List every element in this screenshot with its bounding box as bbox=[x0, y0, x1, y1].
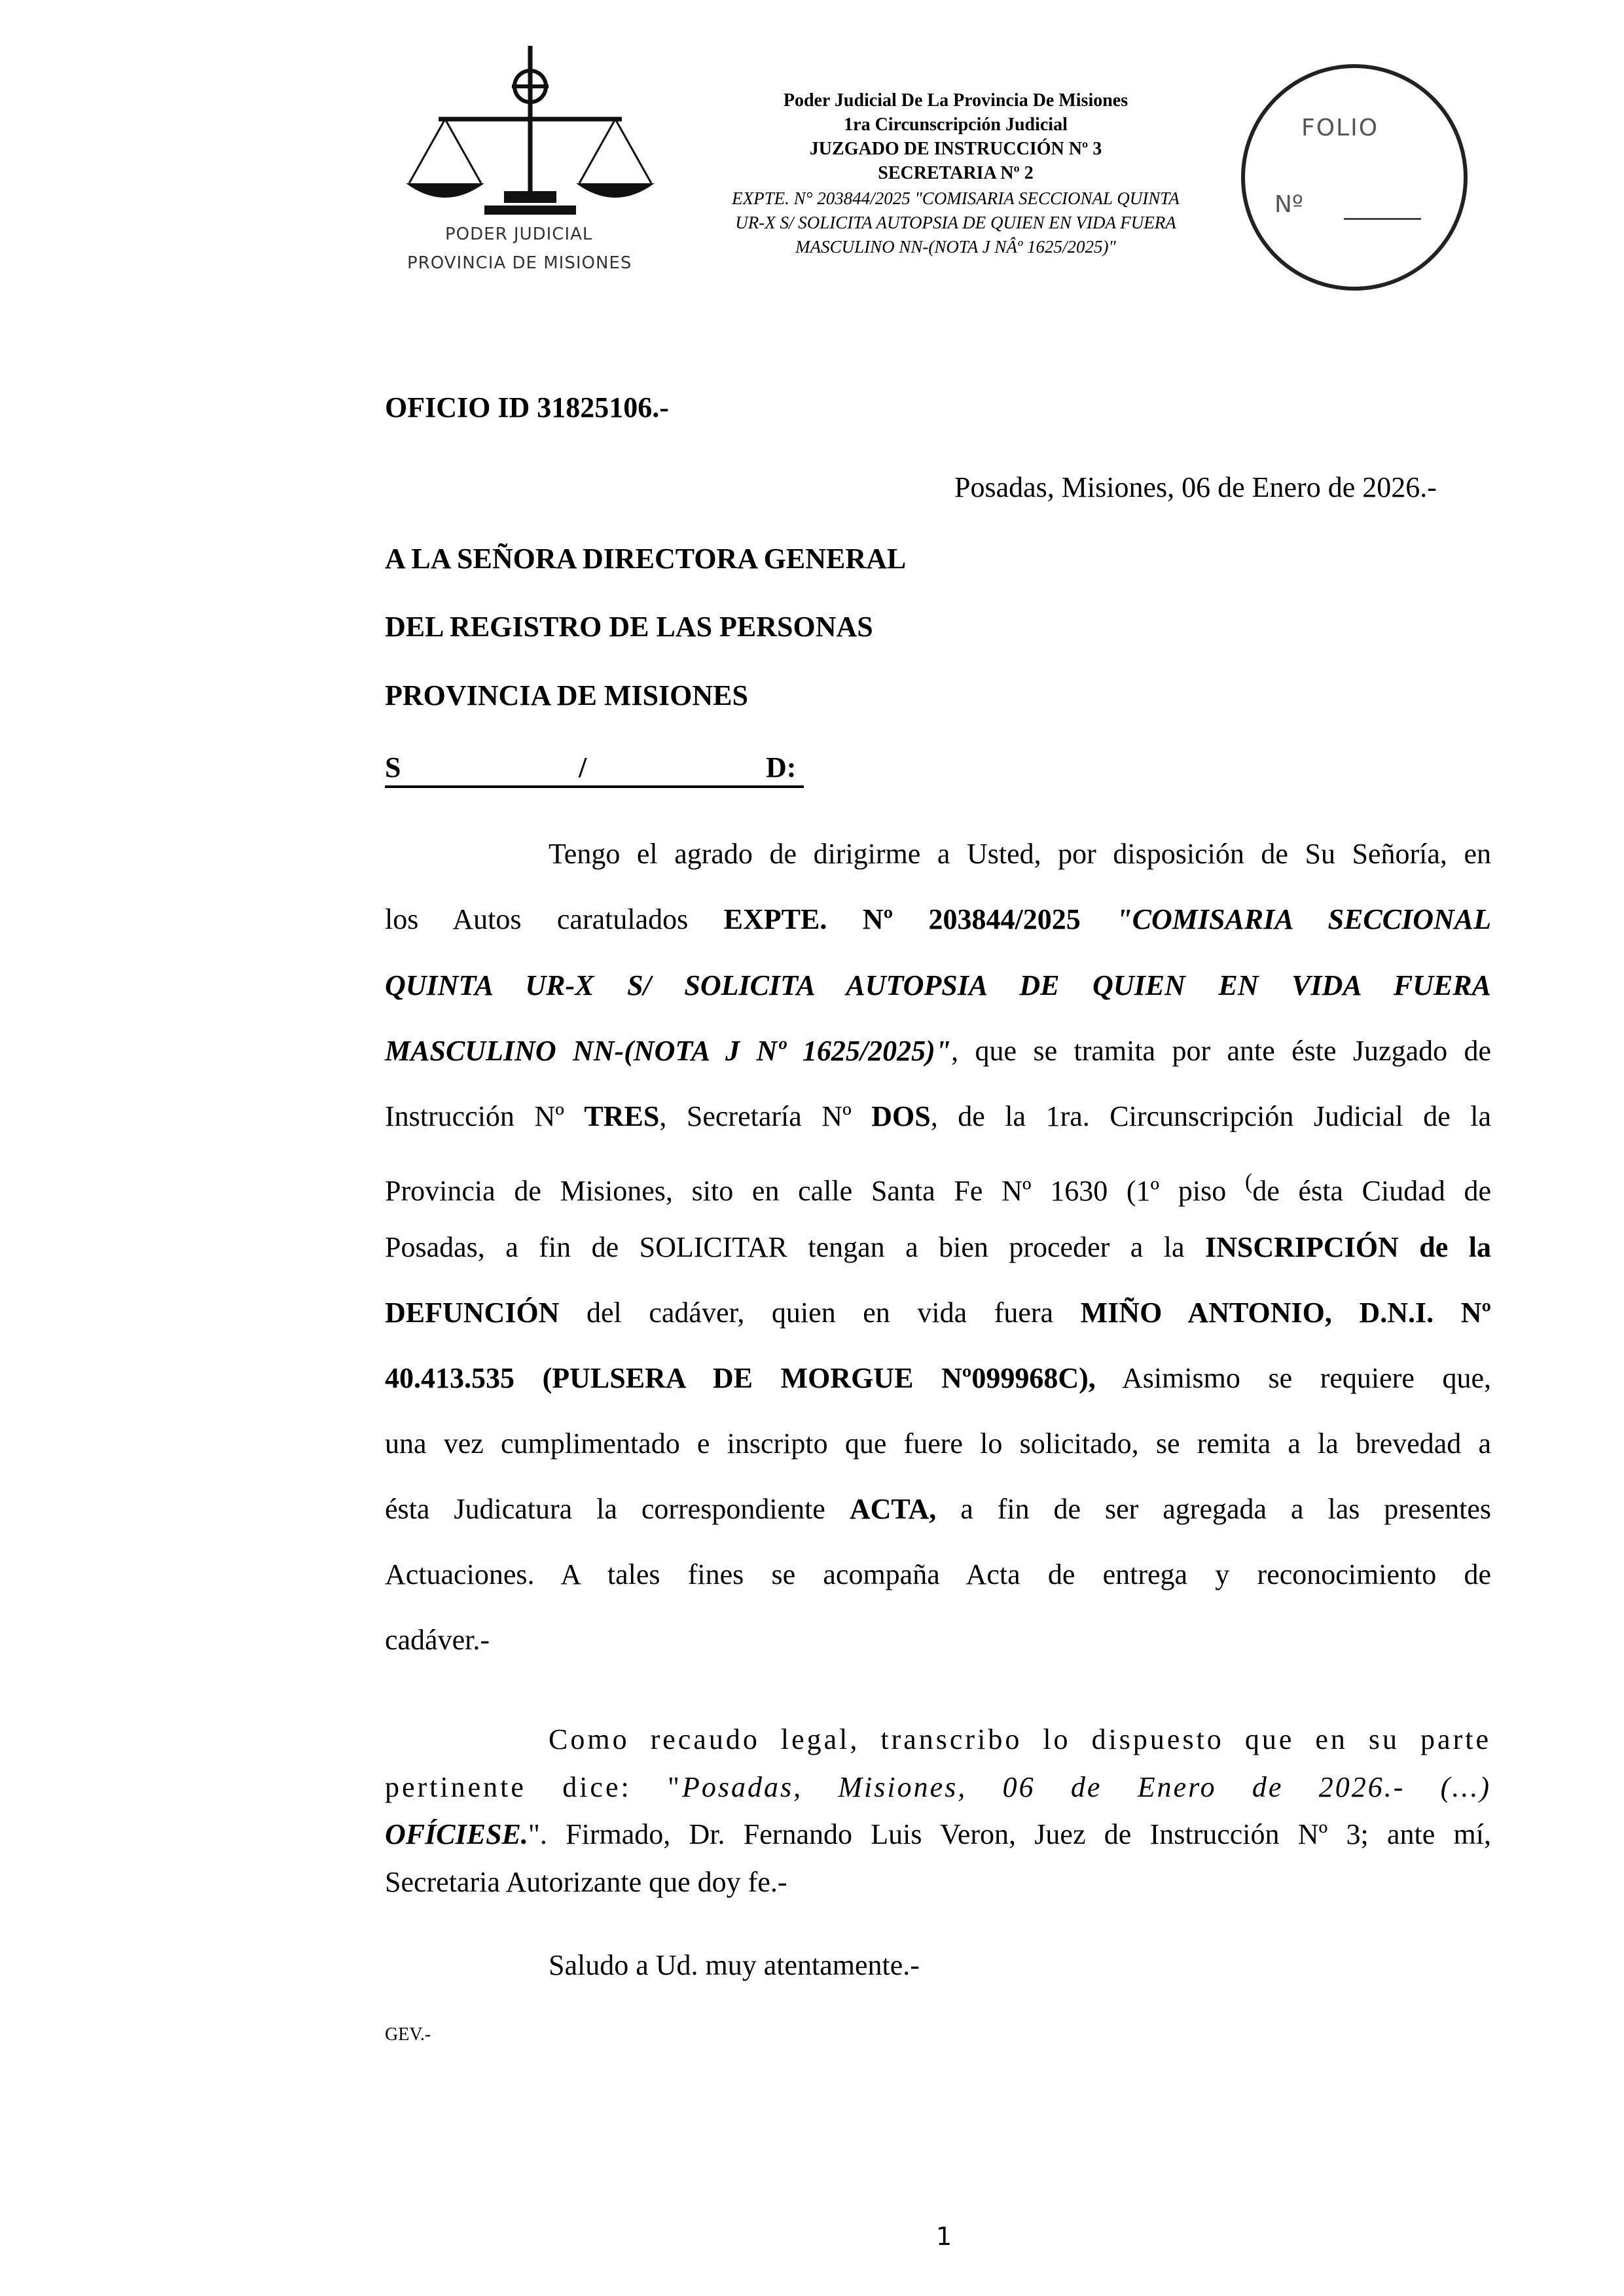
p2-line3 bbox=[385, 1816, 1491, 1853]
folio-number-line bbox=[1344, 218, 1421, 220]
header-expte-line1: EXPTE. N° 203844/2025 "COMISARIA SECCIONAL QUINTA bbox=[732, 188, 1180, 208]
header-circunscripcion: 1ra Circunscripción Judicial bbox=[844, 115, 1068, 135]
sd-underline bbox=[385, 785, 804, 788]
p1-l9-b: Asimismo se requiere que, bbox=[1121, 1362, 1491, 1394]
closing: Saludo a Ud. muy atentamente.- bbox=[549, 1949, 920, 1981]
sd-d: D: bbox=[766, 751, 797, 783]
p1-l5-e: , de la 1ra. Circunscripción Judicial de la bbox=[930, 1100, 1492, 1132]
scales-of-justice-logo bbox=[399, 41, 674, 289]
p1-l11-a: ésta Judicatura la correspondiente bbox=[385, 1493, 825, 1525]
p1-l8-name: MIÑO ANTONIO, D.N.I. Nº bbox=[1080, 1297, 1492, 1329]
sd-s: S bbox=[385, 751, 401, 783]
p1-line7 bbox=[385, 1229, 1491, 1266]
folio-label: FOLIO bbox=[1301, 115, 1379, 141]
p1-l6-paren: ( bbox=[1244, 1170, 1253, 1194]
p1-line12: Actuaciones. A tales fines se acompaña Acta de entrega y reconocimiento de bbox=[385, 1558, 1491, 1590]
addressee-line1: A LA SEÑORA DIRECTORA GENERAL bbox=[385, 543, 907, 575]
header-expte-line3: MASCULINO NN-(NOTA J NÂº 1625/2025)" bbox=[795, 237, 1116, 257]
header-secretaria: SECRETARIA Nº 2 bbox=[878, 163, 1034, 183]
p1-l8-defuncion: DEFUNCIÓN bbox=[385, 1297, 560, 1329]
header-expte-line2: UR-X S/ SOLICITA AUTOPSIA DE QUIEN EN VIDA FUERA bbox=[735, 213, 1176, 232]
page-number: 1 bbox=[936, 2222, 952, 2251]
p2-l2-quote: Posadas, Misiones, 06 de Enero de 2026.- (...) bbox=[681, 1771, 1491, 1803]
p1-line3: QUINTA UR-X S/ SOLICITA AUTOPSIA DE QUIEN EN VIDA FUERA bbox=[385, 969, 1491, 1001]
p1-l4-text: , que se tramita por ante éste Juzgado de bbox=[951, 1035, 1492, 1067]
p1-line11 bbox=[385, 1491, 1491, 1528]
p1-l4-caratula: MASCULINO NN-(NOTA J Nº 1625/2025)" bbox=[385, 1035, 952, 1067]
p1-l7-a: Posadas, a fin de SOLICITAR tengan a bien proceder a la bbox=[385, 1231, 1185, 1263]
p1-l5-tres: TRES bbox=[584, 1100, 660, 1132]
oficio-id: OFICIO ID 31825106.- bbox=[385, 391, 669, 423]
p1-line8 bbox=[385, 1295, 1491, 1331]
document-date: Posadas, Misiones, 06 de Enero de 2026.- bbox=[954, 471, 1437, 503]
logo-text-poder-judicial: PODER JUDICIAL bbox=[445, 224, 593, 244]
p1-line4 bbox=[385, 1033, 1491, 1069]
p1-line2 bbox=[385, 901, 1491, 938]
p1-l8-b: del cadáver, quien en vida fuera bbox=[586, 1297, 1054, 1329]
p1-line10: una vez cumplimentado e inscripto que fuere lo solicitado, se remita a la brevedad a bbox=[385, 1427, 1491, 1460]
p1-l2-expte: EXPTE. Nº 203844/2025 bbox=[723, 903, 1081, 935]
p1-l9-dni: 40.413.535 (PULSERA DE MORGUE Nº099968C), bbox=[385, 1362, 1096, 1394]
p2-line4: Secretaria Autorizante que doy fe.- bbox=[385, 1866, 787, 1898]
p2-l2-a: pertinente dice: " bbox=[385, 1771, 682, 1803]
logo-text-provincia: PROVINCIA DE MISIONES bbox=[407, 253, 632, 273]
p2-line2 bbox=[385, 1769, 1491, 1806]
header-juzgado: JUZGADO DE INSTRUCCIÓN Nº 3 bbox=[809, 139, 1102, 159]
p1-line5 bbox=[385, 1098, 1491, 1135]
folio-stamp bbox=[1239, 62, 1470, 293]
header-court-name: Poder Judicial De La Provincia De Misiones bbox=[783, 90, 1128, 111]
addressee-line3: PROVINCIA DE MISIONES bbox=[385, 679, 748, 711]
p1-line13: cadáver.- bbox=[385, 1624, 490, 1656]
p2-l3-oficiese: OFÍCIESE. bbox=[385, 1818, 528, 1850]
p1-l6-b: de ésta Ciudad de bbox=[1252, 1175, 1492, 1207]
folio-number-label: Nº bbox=[1274, 191, 1303, 218]
p2-l3-b: ". Firmado, Dr. Fernando Luis Veron, Juez de Instrucción Nº 3; ante mí, bbox=[528, 1818, 1491, 1850]
p1-l7-inscripcion: INSCRIPCIÓN de la bbox=[1205, 1231, 1492, 1263]
p1-l11-acta: ACTA, bbox=[849, 1493, 937, 1525]
p1-l5-dos: DOS bbox=[871, 1100, 931, 1132]
sd-slash: / bbox=[579, 751, 587, 783]
p1-l2-caratula: "COMISARIA SECCIONAL bbox=[1116, 903, 1492, 935]
p1-line9 bbox=[385, 1360, 1491, 1397]
p1-l5-c: , Secretaría Nº bbox=[659, 1100, 852, 1132]
p1-l6-a: Provincia de Misiones, sito en calle Santa Fe Nº 1630 (1º piso bbox=[385, 1175, 1227, 1207]
p1-l11-c: a fin de ser agregada a las presentes bbox=[960, 1493, 1492, 1525]
p1-line6 bbox=[385, 1164, 1491, 1210]
p1-l5-a: Instrucción Nº bbox=[385, 1100, 564, 1132]
p1-line1: Tengo el agrado de dirigirme a Usted, por disposición de Su Señoría, en bbox=[549, 838, 1491, 870]
p1-l2-text: los Autos caratulados bbox=[385, 903, 689, 935]
initials: GEV.- bbox=[385, 2024, 431, 2045]
addressee-line2: DEL REGISTRO DE LAS PERSONAS bbox=[385, 611, 873, 643]
p2-line1: Como recaudo legal, transcribo lo dispuesto que en su parte bbox=[549, 1723, 1491, 1755]
